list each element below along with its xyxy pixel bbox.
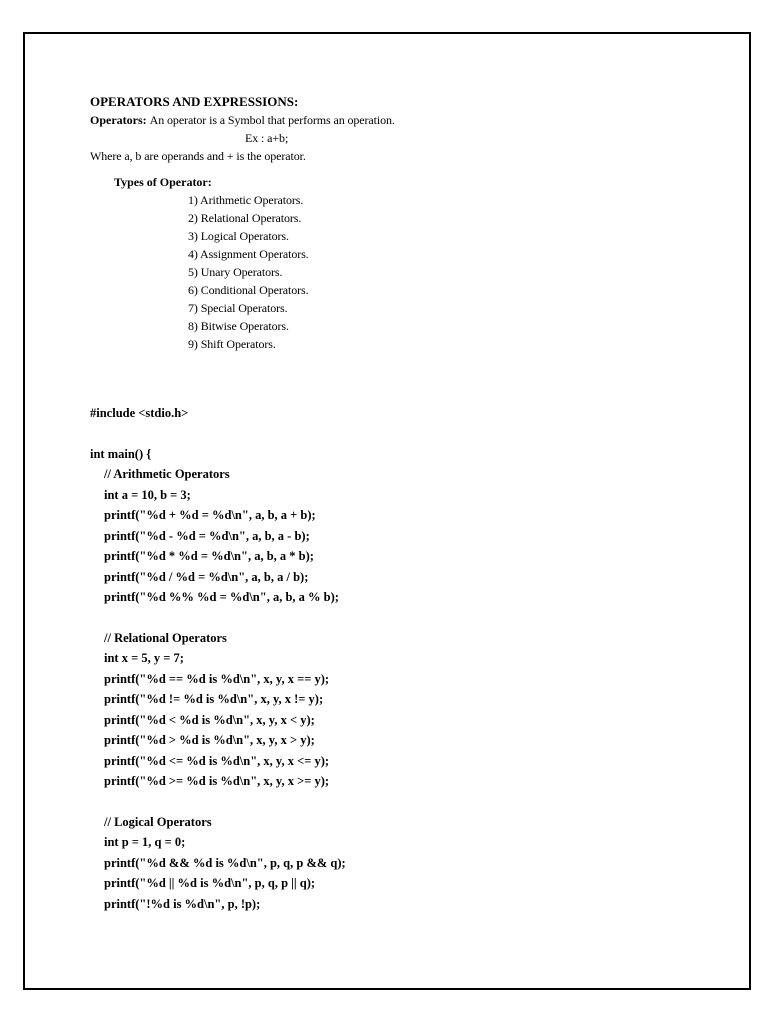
list-item: 6) Conditional Operators. bbox=[188, 283, 309, 297]
code-line: printf("%d / %d = %d\n", a, b, a / b); bbox=[104, 569, 309, 584]
code-gap bbox=[90, 608, 730, 628]
list-item: 8) Bitwise Operators. bbox=[188, 319, 289, 333]
code-line: printf("%d + %d = %d\n", a, b, a + b); bbox=[104, 508, 316, 522]
code-line: printf("%d || %d is %d\n", p, q, p || q); bbox=[104, 876, 316, 890]
code-line: printf("%d && %d is %d\n", p, q, p && q); bbox=[104, 855, 346, 870]
code-main-open: int main() { bbox=[90, 446, 152, 461]
list-item: 9) Shift Operators. bbox=[188, 337, 276, 351]
code-line: int p = 1, q = 0; bbox=[104, 835, 186, 849]
list-item: 3) Logical Operators. bbox=[188, 229, 289, 243]
code-comment-logical: // Logical Operators bbox=[104, 814, 212, 829]
list-item: 4) Assignment Operators. bbox=[188, 247, 309, 261]
page-title: OPERATORS AND EXPRESSIONS: bbox=[90, 94, 299, 109]
code-comment-arithmetic: // Arithmetic Operators bbox=[104, 467, 230, 481]
operators-label: Operators: bbox=[90, 113, 147, 127]
list-item: 2) Relational Operators. bbox=[188, 211, 302, 225]
types-heading: Types of Operator: bbox=[114, 175, 212, 189]
code-line: printf("%d >= %d is %d\n", x, y, x >= y); bbox=[104, 774, 330, 788]
operators-definition-line bbox=[90, 111, 730, 129]
list-item: 1) Arithmetic Operators. bbox=[188, 193, 304, 207]
operators-definition: An operator is a Symbol that performs an operation. bbox=[149, 113, 395, 127]
list-item: 7) Special Operators. bbox=[188, 301, 288, 315]
code-line: printf("%d != %d is %d\n", x, y, x != y); bbox=[104, 692, 324, 706]
code-gap bbox=[90, 792, 730, 812]
code-line: printf("%d <= %d is %d\n", x, y, x <= y); bbox=[104, 753, 330, 768]
code-line: int a = 10, b = 3; bbox=[104, 487, 191, 502]
document-content bbox=[90, 93, 730, 914]
code-gap bbox=[90, 424, 730, 444]
code-include: #include <stdio.h> bbox=[90, 406, 189, 420]
code-line: printf("%d < %d is %d\n", x, y, x < y); bbox=[104, 712, 315, 727]
where-line: Where a, b are operands and + is the operator. bbox=[90, 149, 306, 163]
code-line: printf("%d > %d is %d\n", x, y, x > y); bbox=[104, 733, 315, 747]
code-line: int x = 5, y = 7; bbox=[104, 651, 184, 665]
operator-types-list bbox=[90, 191, 730, 353]
code-line: printf("!%d is %d\n", p, !p); bbox=[104, 896, 261, 911]
code-line: printf("%d * %d = %d\n", a, b, a * b); bbox=[104, 549, 314, 563]
code-line: printf("%d == %d is %d\n", x, y, x == y); bbox=[104, 671, 330, 686]
code-line: printf("%d - %d = %d\n", a, b, a - b); bbox=[104, 528, 310, 543]
example-expression: Ex : a+b; bbox=[245, 131, 289, 145]
list-item: 5) Unary Operators. bbox=[188, 265, 283, 279]
code-block bbox=[90, 403, 730, 914]
code-comment-relational: // Relational Operators bbox=[104, 630, 227, 645]
code-line: printf("%d %% %d = %d\n", a, b, a % b); bbox=[104, 590, 339, 604]
